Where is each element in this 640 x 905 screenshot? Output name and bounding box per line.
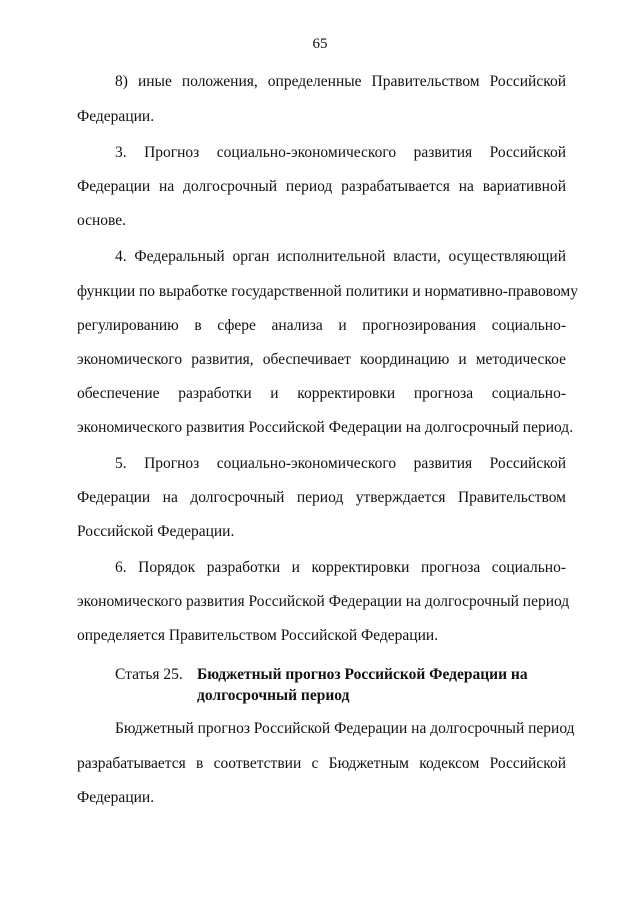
text-line: разрабатывается в соответствии с Бюджетным кодексом Российской	[77, 755, 566, 772]
text-line: определяется Правительством Российской Федерации.	[77, 627, 439, 644]
text-line: основе.	[77, 212, 127, 229]
text-line: экономического развития, обеспечивает координацию и методическое	[77, 351, 566, 368]
text-line: обеспечение разработки и корректировки прогноза социально-	[77, 385, 566, 402]
text-line: Федерации на долгосрочный период утверждается Правительством	[77, 489, 566, 506]
text-line: Федерации.	[77, 789, 155, 806]
text-line: экономического развития Российской Федерации на долгосрочный период	[77, 593, 570, 610]
text-line: 4. Федеральный орган исполнительной власти, осуществляющий	[115, 248, 566, 265]
article-title-line: Бюджетный прогноз Российской Федерации на	[197, 666, 528, 683]
text-line: регулированию в сфере анализа и прогнозирования социально-	[77, 317, 566, 334]
text-line: Российской Федерации.	[77, 523, 235, 540]
text-line: Федерации на долгосрочный период разрабатывается на вариативной	[77, 178, 566, 195]
text-line: экономического развития Российской Федерации на долгосрочный период.	[77, 419, 574, 436]
text-line: 8) иные положения, определенные Правительством Российской	[115, 73, 566, 90]
page-number: 65	[312, 36, 328, 52]
text-line: Федерации.	[77, 108, 155, 125]
text-line: функции по выработке государственной политики и нормативно-правовому	[77, 283, 578, 300]
text-line: 6. Порядок разработки и корректировки прогноза социально-	[115, 559, 566, 576]
text-line: 3. Прогноз социально-экономического развития Российской	[115, 144, 566, 161]
article-label: Статья 25.	[115, 666, 183, 683]
text-line: Бюджетный прогноз Российской Федерации на долгосрочный период	[115, 720, 575, 737]
article-title-line: долгосрочный период	[197, 687, 350, 704]
text-line: 5. Прогноз социально-экономического развития Российской	[115, 455, 566, 472]
